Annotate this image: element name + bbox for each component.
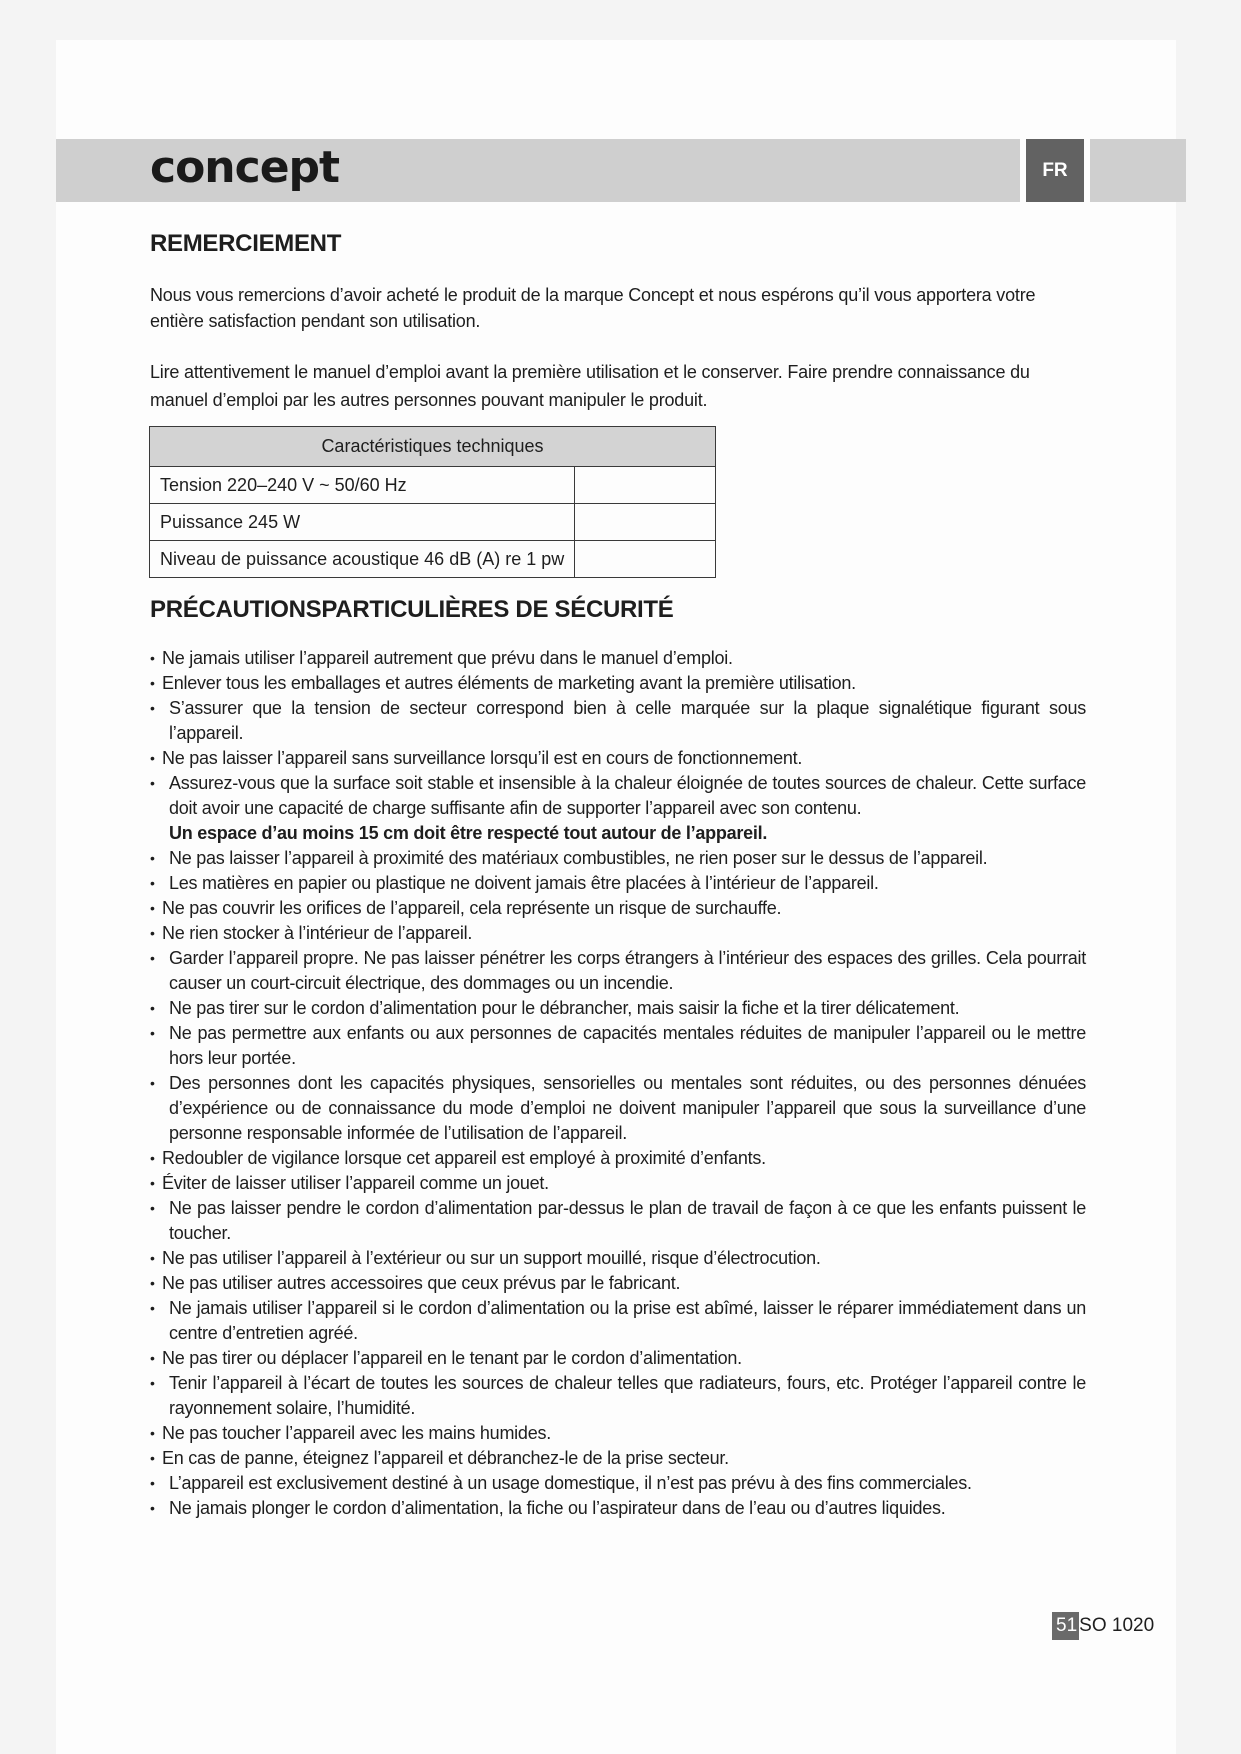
list-item: • Ne rien stocker à l’intérieur de l’appareil. xyxy=(150,921,1086,946)
spec-label: Tension 220–240 V ~ 50/60 Hz xyxy=(150,467,575,504)
list-item: • S’assurer que la tension de secteur correspond bien à celle marquée sur la plaque signalétique figurant sous l’appareil. xyxy=(150,696,1086,746)
list-item: • Les matières en papier ou plastique ne doivent jamais être placées à l’intérieur de l’appareil. xyxy=(150,871,1086,896)
list-item: • Enlever tous les emballages et autres éléments de marketing avant la première utilisation. xyxy=(150,671,1086,696)
list-item: • Des personnes dont les capacités physiques, sensorielles ou mentales sont réduites, ou des personnes dénuées d’expérience ou de connaissance du mode d’emploi ne doivent manipuler l’appareil que sous la surveillance d’une personne responsable informée de l’utilisation de l’appareil. xyxy=(150,1071,1086,1146)
list-item: • Ne jamais plonger le cordon d’alimentation, la fiche ou l’aspirateur dans de l’eau ou d’autres liquides. xyxy=(150,1496,1086,1521)
spec-label: Puissance 245 W xyxy=(150,504,575,541)
spec-value xyxy=(575,504,716,541)
list-item: • Ne pas tirer sur le cordon d’alimentation pour le débrancher, mais saisir la fiche et la tirer délicatement. xyxy=(150,996,1086,1021)
page-footer xyxy=(1052,1612,1154,1640)
page-number: 51 xyxy=(1052,1612,1079,1640)
table-row xyxy=(150,541,716,578)
list-item: • Ne pas laisser pendre le cordon d’alimentation par-dessus le plan de travail de façon à ce que les enfants puissent le toucher. xyxy=(150,1196,1086,1246)
bold-spacing-note: Un espace d’au moins 15 cm doit être respecté tout autour de l’appareil. xyxy=(169,823,768,843)
spec-value xyxy=(575,467,716,504)
language-badge: FR xyxy=(1026,139,1084,202)
list-item: • Tenir l’appareil à l’écart de toutes les sources de chaleur telles que radiateurs, fours, etc. Protéger l’appareil contre le rayonnement solaire, l’humidité. xyxy=(150,1371,1086,1421)
section-title-safety: PRÉCAUTIONSPARTICULIÈRES DE SÉCURITÉ xyxy=(150,596,674,623)
list-item: • Ne pas laisser l’appareil sans surveillance lorsqu’il est en cours de fonctionnement. xyxy=(150,746,1086,771)
specs-table xyxy=(149,426,716,578)
list-item: • En cas de panne, éteignez l’appareil et débranchez-le de la prise secteur. xyxy=(150,1446,1086,1471)
list-item: • Éviter de laisser utiliser l’appareil comme un jouet. xyxy=(150,1171,1086,1196)
list-item: • Ne pas utiliser l’appareil à l’extérieur ou sur un support mouillé, risque d’électrocution. xyxy=(150,1246,1086,1271)
list-item: • L’appareil est exclusivement destiné à un usage domestique, il n’est pas prévu à des fins commerciales. xyxy=(150,1471,1086,1496)
header-bar-right xyxy=(1090,139,1186,202)
list-item: • Ne pas couvrir les orifices de l’appareil, cela représente un risque de surchauffe. xyxy=(150,896,1086,921)
list-item: • Redoubler de vigilance lorsque cet appareil est employé à proximité d’enfants. xyxy=(150,1146,1086,1171)
section-title-thanks: REMERCIEMENT xyxy=(150,230,342,257)
list-item: • Ne pas utiliser autres accessoires que ceux prévus par le fabricant. xyxy=(150,1271,1086,1296)
safety-list xyxy=(150,646,1086,1521)
list-item: • Ne pas tirer ou déplacer l’appareil en le tenant par le cordon d’alimentation. xyxy=(150,1346,1086,1371)
list-item: • Ne jamais utiliser l’appareil si le cordon d’alimentation ou la prise est abîmé, laisser le réparer immédiatement dans un centre d’entretien agréé. xyxy=(150,1296,1086,1346)
table-row xyxy=(150,467,716,504)
specs-table-header: Caractéristiques techniques xyxy=(150,427,716,467)
list-item: • Garder l’appareil propre. Ne pas laisser pénétrer les corps étrangers à l’intérieur des espaces des grilles. Cela pourrait causer un court-circuit électrique, des dommages ou un incendie. xyxy=(150,946,1086,996)
brand-logo: concept xyxy=(150,142,340,193)
thanks-paragraph-1: Nous vous remercions d’avoir acheté le produit de la marque Concept et nous espérons qu’il vous apportera votre entière satisfaction pendant son utilisation. xyxy=(150,285,1036,331)
spec-label: Niveau de puissance acoustique 46 dB (A) re 1 pw xyxy=(150,541,575,578)
list-item-text: Assurez-vous que la surface soit stable et insensible à la chaleur éloignée de toutes sources de chaleur. Cette surface doit avoir une capacité de charge suffisante afin de supporter l’appareil avec son contenu. xyxy=(169,773,1086,818)
thanks-paragraph-2: Lire attentivement le manuel d’emploi avant la première utilisation et le conserver. Faire prendre connaissance du manuel d’emploi par les autres personnes pouvant manipuler le produit. xyxy=(150,362,1030,410)
list-item: • Ne pas toucher l’appareil avec les mains humides. xyxy=(150,1421,1086,1446)
list-item: • Ne pas laisser l’appareil à proximité des matériaux combustibles, ne rien poser sur le dessus de l’appareil. xyxy=(150,846,1086,871)
list-item: • Ne pas permettre aux enfants ou aux personnes de capacités mentales réduites de manipuler l’appareil ou le mettre hors leur portée. xyxy=(150,1021,1086,1071)
list-item: • Ne jamais utiliser l’appareil autrement que prévu dans le manuel d’emploi. xyxy=(150,646,1086,671)
table-row xyxy=(150,504,716,541)
spec-value xyxy=(575,541,716,578)
document-content xyxy=(150,230,1086,1521)
model-number: SO 1020 xyxy=(1079,1615,1155,1636)
list-item xyxy=(150,771,1086,846)
